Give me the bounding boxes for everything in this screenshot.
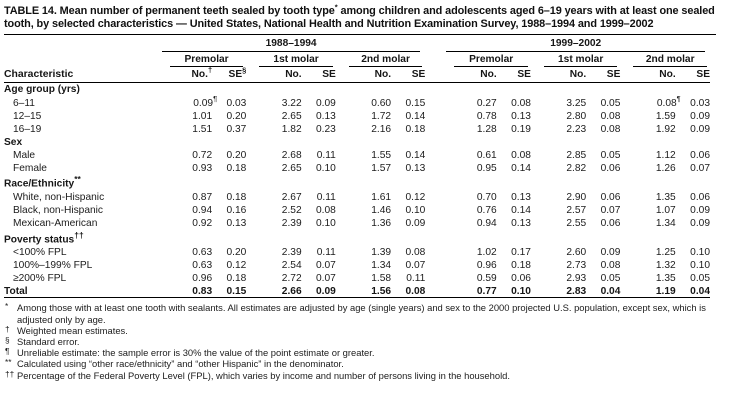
value-cell: 0.05 [600,149,621,161]
value-cell: 2.67 [281,191,302,203]
tooth-type-label: 2nd molar [349,54,423,67]
value-cell: 1.07 [655,205,676,217]
section-label: Age group (yrs) [4,84,80,96]
value-cell: 2.73 [566,260,587,272]
footnote-marker: †† [5,368,15,379]
value-cell: 0.14 [511,162,531,174]
footnote-text: Percentage of the Federal Poverty Level (FPL), which varies by income and number of persons living in the household. [17,369,510,381]
column-gap [425,96,441,109]
value-cell: 0.08 [600,123,621,135]
table-header [4,36,710,83]
value-cell: 1.36 [371,218,392,230]
value-cell: 0.60 [371,97,392,109]
value-cell: 0.10 [315,162,336,174]
value-cell: 1.34 [371,260,392,272]
value-cell: 0.07 [600,205,621,217]
value-cell: 0.92 [192,218,213,230]
footnote-text: Among those with at least one tooth with sealants. All estimates are adjusted by age (single years) and sex to the 2000 projected U.S. population, except sex, which is adjusted only by age. [17,302,706,325]
tooth-type-header-1st-molar [246,52,335,67]
value-cell: 0.18 [511,260,531,272]
value-cell: 2.66 [246,285,301,298]
table-body [4,83,710,298]
section-label: Poverty status†† [4,229,84,246]
value-cell: 0.93 [192,162,213,174]
value-cell: 2.93 [566,273,587,285]
value-cell: 1.61 [371,191,392,203]
footnote [4,336,730,347]
value-cell: 0.12 [226,260,247,272]
value-cell: 1.02 [476,247,497,259]
value-cell: 0.19 [511,123,531,135]
value-cell: 1.28 [476,123,497,135]
tooth-type-label: 1st molar [259,54,332,67]
value-cell: 0.11 [316,247,336,259]
footnote [4,370,730,381]
value-cell: 0.06 [600,218,621,230]
value-cell: 0.20 [226,149,247,161]
no-header: No. [246,67,301,83]
table-row [4,217,710,230]
value-cell: 2.72 [281,273,302,285]
value-cell: 0.63 [192,260,213,272]
value-cell: 0.94 [192,205,213,217]
table-row [4,259,710,272]
value-cell: 0.13 [511,191,531,203]
value-cell: 0.10 [315,218,336,230]
column-gap [425,272,441,285]
tooth-type-header-row [4,52,710,67]
row-label: 6–11 [13,97,35,109]
value-cell: 2.85 [566,149,587,161]
value-cell: 0.09 [405,218,426,230]
value-cell: 1.34 [655,218,676,230]
data-table [4,36,710,299]
value-cell: 0.04 [676,285,710,298]
row-label: Female [13,162,47,174]
value-cell: 0.08 [405,247,426,259]
value-cell: 0.83 [157,285,212,298]
value-cell: 1.55 [371,149,392,161]
tooth-type-header-premolar [157,52,246,67]
value-cell: 0.87 [192,191,213,203]
value-cell: 0.18 [226,273,247,285]
no-header: No.† [157,67,212,83]
se-header: SE [302,67,336,83]
value-cell: 2.57 [566,205,587,217]
value-cell: 0.70 [476,191,497,203]
value-cell: 0.37 [226,123,247,135]
value-cell: 2.54 [281,260,302,272]
value-cell: 0.20 [226,110,247,122]
footnote [4,302,730,324]
value-cell: 0.17 [511,247,531,259]
value-cell: 0.08 [600,110,621,122]
value-cell: 0.03 [226,97,247,109]
value-cell: 0.09 [690,218,710,230]
footnotes [4,302,730,380]
value-cell: 0.18 [405,123,426,135]
value-cell: 0.96 [192,273,213,285]
value-cell: 0.06 [690,149,710,161]
table-row [4,109,710,122]
period-header-row [4,36,710,52]
section-label: Race/Ethnicity** [4,174,81,190]
value-cell: 0.06 [600,162,621,174]
value-cell: 1.82 [281,123,302,135]
value-cell: 0.18 [226,191,247,203]
value-cell: 0.13 [226,218,247,230]
row-label: Black, non-Hispanic [13,205,104,217]
tooth-type-header-premolar [441,52,530,67]
measure-header-row [4,67,710,83]
value-cell: 2.23 [566,123,587,135]
table-row [4,161,710,174]
section-row [4,83,710,96]
value-cell: 0.15 [405,97,426,109]
value-cell: 0.07 [405,260,426,272]
value-cell: 0.08¶ [656,94,681,109]
value-cell: 2.16 [371,123,392,135]
value-cell: 1.32 [655,260,676,272]
tooth-type-header-2nd-molar [620,52,710,67]
value-cell: 0.05 [600,273,621,285]
footnote-text: Calculated using “other race/ethnicity” and “other Hispanic” in the denominator. [17,358,344,370]
section-label: Sex [4,136,23,148]
row-label: White, non-Hispanic [13,191,105,203]
no-header: No. [620,67,675,83]
section-row [4,174,710,190]
value-cell: 0.15 [212,285,246,298]
value-cell: 1.01 [192,110,213,122]
column-gap [425,285,441,298]
value-cell: 2.65 [281,162,302,174]
footnote [4,358,730,369]
value-cell: 0.09 [315,97,336,109]
value-cell: 1.51 [192,123,213,135]
value-cell: 1.46 [371,205,392,217]
value-cell: 0.14 [511,205,531,217]
value-cell: 0.06 [511,273,531,285]
value-cell: 2.83 [531,285,586,298]
footnote-marker: ** [5,357,12,368]
value-cell: 2.90 [566,191,587,203]
section-row [4,135,710,148]
value-cell: 0.03 [690,97,710,109]
value-cell: 0.09¶ [193,94,218,109]
value-cell: 0.72 [192,149,213,161]
tooth-type-header-1st-molar [531,52,620,67]
row-label: Mexican-American [13,218,98,230]
value-cell: 1.58 [371,273,392,285]
tooth-type-label: 2nd molar [633,54,707,67]
row-label: 100%–199% FPL [13,260,93,272]
row-label: Total [4,285,157,298]
value-cell: 1.39 [371,247,392,259]
value-cell: 1.72 [371,110,392,122]
row-label: Male [13,149,36,161]
value-cell: 0.07 [690,162,710,174]
value-cell: 0.10 [405,205,426,217]
value-cell: 2.65 [281,110,302,122]
row-label: ≥200% FPL [13,273,67,285]
value-cell: 0.08 [511,149,531,161]
value-cell: 1.12 [655,149,676,161]
tooth-type-label: 1st molar [544,54,617,67]
footnote-marker: ¶ [5,346,10,357]
value-cell: 1.35 [655,273,676,285]
value-cell: 0.06 [600,191,621,203]
column-gap [425,36,441,52]
period-label: 1988–1994 [162,38,421,52]
value-cell: 0.78 [476,110,497,122]
value-cell: 2.52 [281,205,302,217]
value-cell: 2.82 [566,162,587,174]
blank-cell [4,52,157,67]
corner-cell [4,36,157,52]
value-cell: 0.08 [315,205,336,217]
value-cell: 0.11 [406,273,426,285]
value-cell: 0.10 [690,260,710,272]
value-cell: 0.10 [690,247,710,259]
tooth-type-header-2nd-molar [336,52,426,67]
column-gap [425,161,441,174]
value-cell: 1.92 [655,123,676,135]
value-cell: 0.09 [690,110,710,122]
value-cell: 0.08 [391,285,425,298]
value-cell: 0.14 [405,110,426,122]
value-cell: 0.14 [405,149,426,161]
footnote-marker: * [5,301,9,312]
value-cell: 0.13 [315,110,336,122]
value-cell: 0.16 [226,205,247,217]
value-cell: 0.05 [690,273,710,285]
value-cell: 1.56 [336,285,391,298]
value-cell: 0.61 [476,149,497,161]
value-cell: 0.96 [476,260,497,272]
value-cell: 1.59 [655,110,676,122]
value-cell: 0.63 [192,247,213,259]
value-cell: 0.11 [316,191,336,203]
table-row [4,203,710,216]
value-cell: 1.35 [655,191,676,203]
se-header: SE [391,67,425,83]
value-cell: 1.57 [371,162,392,174]
value-cell: 0.08 [511,97,531,109]
value-cell: 0.07 [315,260,336,272]
value-cell: 2.80 [566,110,587,122]
value-cell: 0.27 [476,97,497,109]
value-cell: 0.09 [302,285,336,298]
value-cell: 0.11 [316,149,336,161]
value-cell: 0.07 [315,273,336,285]
value-cell: 2.55 [566,218,587,230]
value-cell: 0.09 [600,247,621,259]
value-cell: 3.22 [281,97,302,109]
footnote-marker: † [5,323,10,334]
value-cell: 0.12 [405,191,426,203]
value-cell: 3.25 [566,97,587,109]
value-cell: 1.26 [655,162,676,174]
column-gap [425,109,441,122]
row-label: 12–15 [13,110,42,122]
se-header: SE [586,67,620,83]
table-row [4,122,710,135]
tooth-type-label: Premolar [454,54,527,67]
value-cell: 2.68 [281,149,302,161]
total-row [4,285,710,298]
value-cell: 0.94 [476,218,497,230]
characteristic-header: Characteristic [4,67,157,83]
se-header: SE [676,67,710,83]
column-gap [425,259,441,272]
value-cell: 0.76 [476,205,497,217]
section-row [4,230,710,246]
value-cell: 0.09 [690,123,710,135]
footnote-text: Standard error. [17,336,80,348]
se-header: SE [497,67,531,83]
table-row [4,148,710,161]
column-gap [425,190,441,203]
value-cell: 0.08 [600,260,621,272]
value-cell: 1.19 [620,285,675,298]
se-header: SE§ [212,67,246,83]
column-gap [425,203,441,216]
no-header: No. [441,67,496,83]
table-title: TABLE 14. Mean number of permanent teeth sealed by tooth type* among children and adolescents aged 6–19 years with at least one sealed tooth, by selected characteristics — United States, National Health and Nutrition Examination Survey, 1988–1994 and 1999–2002 [4,3,716,35]
period-label: 1999–2002 [446,38,705,52]
value-cell: 0.05 [600,97,621,109]
column-gap [425,122,441,135]
table-row [4,96,710,109]
value-cell: 0.95 [476,162,497,174]
value-cell: 0.06 [690,191,710,203]
period-header-1999-2002 [441,36,710,52]
row-label: 16–19 [13,123,42,135]
value-cell: 0.13 [405,162,426,174]
value-cell: 0.10 [497,285,531,298]
footnote-text: Weighted mean estimates. [17,324,128,336]
value-cell: 0.59 [476,273,497,285]
column-gap [425,148,441,161]
column-gap [425,246,441,259]
value-cell: 1.25 [655,247,676,259]
value-cell: 0.09 [690,205,710,217]
column-gap [425,67,441,83]
value-cell: 0.20 [226,247,247,259]
table-row [4,272,710,285]
footnote-text: Unreliable estimate: the sample error is 30% the value of the point estimate or greater. [17,347,375,359]
period-header-1988-1994 [157,36,426,52]
value-cell: 2.39 [281,247,302,259]
table-row [4,246,710,259]
value-cell: 0.18 [226,162,247,174]
value-cell: 0.04 [586,285,620,298]
value-cell: 0.23 [315,123,336,135]
value-cell: 0.77 [441,285,496,298]
tooth-type-label: Premolar [170,54,243,67]
value-cell: 2.39 [281,218,302,230]
column-gap [425,217,441,230]
value-cell: 0.13 [511,218,531,230]
table-row [4,190,710,203]
value-cell: 2.60 [566,247,587,259]
footnote [4,325,730,336]
value-cell: 0.13 [511,110,531,122]
footnote [4,347,730,358]
row-label: <100% FPL [13,247,67,259]
footnote-marker: § [5,335,10,346]
no-header: No. [531,67,586,83]
no-header: No. [336,67,391,83]
column-gap [425,52,441,67]
